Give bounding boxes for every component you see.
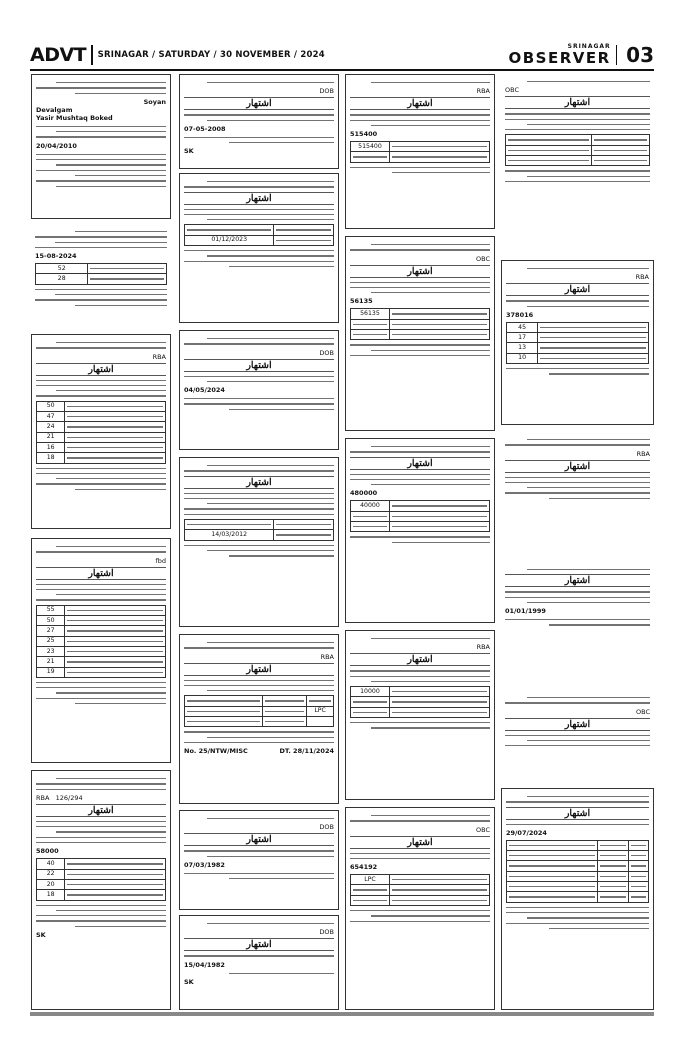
ad-code: RBA bbox=[476, 87, 490, 96]
ad-heading: اشتهار bbox=[505, 460, 650, 473]
page-number: 03 bbox=[626, 43, 654, 67]
ad-notice-a1 bbox=[31, 74, 171, 219]
header-rule bbox=[30, 69, 654, 71]
ad-notice-c3 bbox=[345, 438, 495, 623]
ad-table: 55 50 27 25 23 21 19 bbox=[36, 605, 166, 678]
ad-code: OBC bbox=[476, 254, 490, 263]
ad-heading: اشتهار bbox=[350, 836, 490, 849]
ad-notice-a3 bbox=[31, 334, 171, 529]
ad-notice-d4 bbox=[501, 562, 654, 682]
ad-date: 01/01/1999 bbox=[505, 607, 546, 616]
ad-table: 14/03/2012 bbox=[184, 519, 334, 541]
ad-amount: 515400 bbox=[350, 130, 378, 139]
ad-notice-d2 bbox=[501, 260, 654, 425]
ad-code: DOB bbox=[319, 348, 334, 357]
ad-code: OBC bbox=[636, 707, 650, 716]
footer-rule bbox=[30, 1012, 654, 1016]
ad-heading: اشتهار bbox=[184, 192, 334, 205]
ad-code: RBA bbox=[320, 652, 334, 661]
ad-heading: اشتهار bbox=[36, 567, 166, 580]
ad-footer: No. 25/NTW/MISC DT. 28/11/2024 bbox=[184, 747, 334, 756]
ad-amount: 56135 bbox=[350, 297, 373, 306]
ad-table: LPC bbox=[184, 695, 334, 727]
ad-notice-a2 bbox=[31, 224, 171, 324]
ad-code: RBA bbox=[476, 643, 490, 652]
ad-code: OBC bbox=[505, 86, 519, 95]
ad-amount: 378016 bbox=[506, 310, 534, 319]
ad-code: RBA bbox=[152, 352, 166, 361]
ad-table: 56135 bbox=[350, 308, 490, 340]
ad-code: fbd bbox=[155, 556, 166, 565]
brand-block bbox=[508, 43, 654, 67]
ad-table: 515400 bbox=[350, 141, 490, 163]
ad-notice-c1 bbox=[345, 74, 495, 229]
ad-table bbox=[505, 134, 650, 166]
ad-date: 04/05/2024 bbox=[184, 386, 225, 395]
ad-heading: اشتهار bbox=[184, 663, 334, 676]
ad-heading: اشتهار bbox=[184, 97, 334, 110]
ad-notice-b3 bbox=[179, 330, 339, 450]
ad-table: 45 17 13 10 bbox=[506, 322, 649, 364]
ad-heading: اشتهار bbox=[36, 804, 166, 817]
ad-date: 20/04/2010 bbox=[36, 141, 77, 150]
ad-name: Yasir Mushtaq Boked bbox=[36, 113, 113, 122]
ad-table: 10000 bbox=[350, 686, 490, 718]
ad-amount: 654192 bbox=[350, 863, 378, 872]
dateline: SRINAGAR / SATURDAY / 30 NOVEMBER / 2024 bbox=[97, 50, 325, 60]
newspaper-logo: SRINAGAR OBSERVER bbox=[508, 43, 611, 67]
ad-signature: SK bbox=[184, 977, 194, 986]
ad-heading: اشتهار bbox=[184, 833, 334, 846]
ad-notice-b6 bbox=[179, 810, 339, 910]
ad-heading: اشتهار bbox=[350, 97, 490, 110]
ad-code: RBA bbox=[636, 449, 650, 458]
ad-heading: اشتهار bbox=[350, 653, 490, 666]
ad-code: RBA bbox=[635, 273, 649, 282]
ad-notice-d3 bbox=[501, 432, 654, 557]
ad-notice-b1 bbox=[179, 74, 339, 169]
ad-table: 01/12/2023 bbox=[184, 224, 334, 246]
ad-notice-b7 bbox=[179, 915, 339, 1010]
ad-heading: اشتهار bbox=[184, 476, 334, 489]
ad-notice-b5 bbox=[179, 634, 339, 804]
ad-amount: 58000 bbox=[36, 847, 59, 856]
ad-signature: SK bbox=[184, 147, 194, 156]
ad-notice-c2 bbox=[345, 236, 495, 431]
ad-heading: اشتهار bbox=[184, 359, 334, 372]
ad-signature: SK bbox=[36, 931, 46, 940]
ad-heading: اشتهار bbox=[505, 574, 650, 587]
ad-date: 07-05-2008 bbox=[184, 124, 226, 133]
ad-heading: اشتهار bbox=[350, 457, 490, 470]
ad-heading: اشتهار bbox=[184, 938, 334, 951]
masthead bbox=[30, 42, 654, 68]
ad-heading: اشتهار bbox=[350, 265, 490, 278]
ad-heading: اشتهار bbox=[505, 718, 650, 731]
ad-table: 40 22 20 18 bbox=[36, 858, 166, 900]
ad-name: Devalgam bbox=[36, 105, 73, 114]
ad-table bbox=[506, 840, 649, 903]
ad-code: DOB bbox=[319, 928, 334, 937]
ad-notice-b2 bbox=[179, 173, 339, 323]
ad-heading: اشتهار bbox=[505, 96, 650, 109]
ad-table: LPC bbox=[350, 874, 490, 906]
ad-notice-b4 bbox=[179, 457, 339, 627]
ad-ref: RBA 126/294 bbox=[36, 793, 83, 802]
ad-date: 15-08-2024 bbox=[35, 252, 77, 261]
ad-amount: 480000 bbox=[350, 489, 378, 498]
ad-notice-c4 bbox=[345, 630, 495, 800]
ad-notice-d5-intro bbox=[501, 690, 654, 782]
section-title: ADVT bbox=[30, 44, 87, 66]
ad-notice-d5 bbox=[501, 788, 654, 1010]
ad-notice-a5 bbox=[31, 770, 171, 1010]
ad-table: 52 28 bbox=[35, 263, 167, 285]
ad-heading: اشتهار bbox=[36, 363, 166, 376]
ad-code: DOB bbox=[319, 87, 334, 96]
ad-table: 50 47 24 21 16 18 bbox=[36, 401, 166, 464]
ad-heading: اشتهار bbox=[506, 807, 649, 820]
ad-table: 40000 bbox=[350, 500, 490, 532]
ad-heading: اشتهار bbox=[506, 283, 649, 296]
ad-date: 07/03/1982 bbox=[184, 860, 225, 869]
ad-date: 15/04/1982 bbox=[184, 960, 225, 969]
ad-code: OBC bbox=[476, 825, 490, 834]
ad-notice-a4 bbox=[31, 538, 171, 763]
ad-notice-c5 bbox=[345, 807, 495, 1010]
ad-code: DOB bbox=[319, 823, 334, 832]
ad-name: Soyan bbox=[143, 97, 166, 106]
masthead-divider bbox=[91, 45, 93, 65]
ad-notice-d1 bbox=[501, 74, 654, 254]
ad-date: 29/07/2024 bbox=[506, 828, 547, 837]
